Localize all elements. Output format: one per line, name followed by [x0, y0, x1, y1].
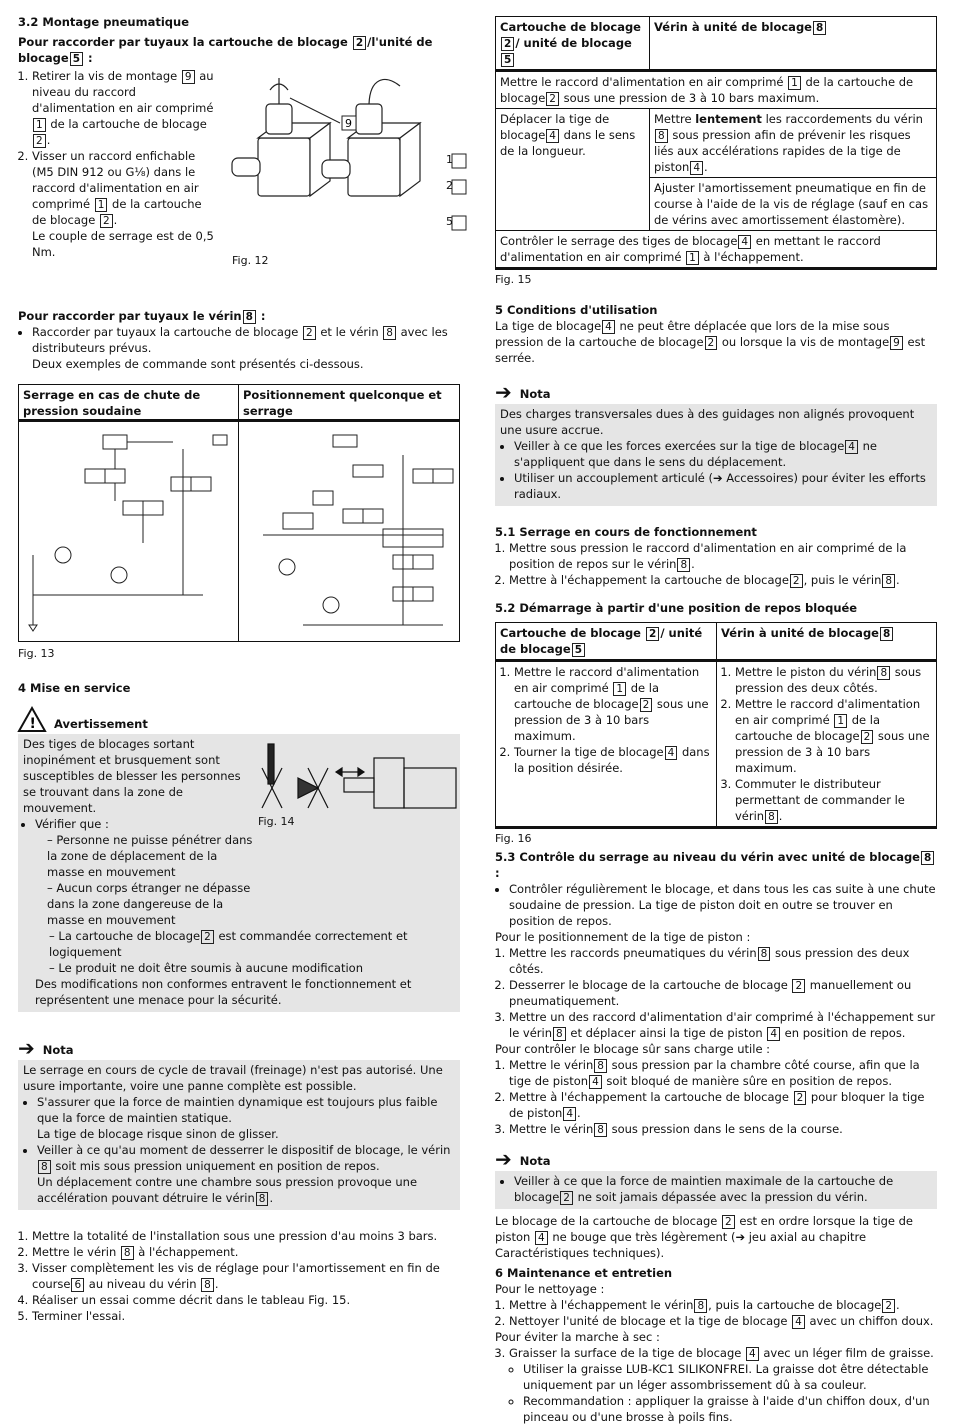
nota-title: Nota	[42, 1043, 74, 1057]
list-item: 2. Desserrer le blocage de la cartouche de blocage 2 manuellement ou pneumatiquement.	[509, 977, 937, 1009]
reference-number: 2	[560, 1191, 573, 1205]
table-cell: Contrôler le serrage des tiges de blocage 4 en mettant le raccord d'alimentation en air comprimé 1 à l'échappement.	[496, 231, 937, 269]
pneumatic-schematic-1	[23, 425, 235, 637]
cleaning-steps	[495, 1297, 937, 1329]
reference-number: 8	[694, 1299, 707, 1313]
reference-number: 8	[758, 947, 771, 961]
label-1: 1	[446, 153, 453, 166]
list-item: • Raccorder par tuyaux la cartouche de blocage 2 et le vérin 8 avec les distributeurs prévus. Deux exemples de commande sont présentés ci-dessous.	[32, 324, 460, 372]
list-item: 3. Commuter le distributeur permettant de commander le vérin 8 .	[735, 776, 932, 824]
reference-number: 2	[353, 36, 366, 50]
list-item: • Veiller à ce que la force de maintien maximale de la cartouche de blocage 2 ne soit jamais dépassée avec la pression du vérin.	[514, 1173, 932, 1205]
reference-number: 2	[303, 326, 316, 340]
reference-number: 4	[589, 1075, 602, 1089]
reference-number: 1	[686, 251, 699, 265]
arrow-right-icon: ➔	[18, 1036, 35, 1060]
list-item: 1. Mettre le vérin 8 sous pression par la chambre côté course, afin que la tige de piston 4 soit bloqué de manière sûre en position de repos.	[509, 1057, 937, 1089]
table-header: Cartouche de blocage 2 / unité de blocage 5	[496, 623, 717, 661]
section-5-3-title: 5.3 Contrôle du serrage au niveau du vérin avec unité de blocage 8 :	[495, 849, 937, 881]
section-5-2-title: 5.2 Démarrage à partir d'une position de repos bloquée	[495, 601, 858, 615]
list-item: 2. Mettre le raccord d'alimentation en air comprimé 1 de la cartouche de blocage 2 sous une pression de 3 à 10 bars maximum.	[735, 696, 932, 776]
diagram-header-1: Serrage en cas de chute de pression soudaine	[23, 388, 201, 418]
cleaning-intro: Pour le nettoyage :	[495, 1282, 605, 1296]
reference-number: 8	[383, 326, 396, 340]
fig13-caption: Fig. 13	[18, 647, 55, 660]
dash-item: – La cartouche de blocage 2 est commandée correctement et logiquement	[49, 929, 408, 959]
raccord-title: Pour raccorder par tuyaux la cartouche de blocage 2 /l'unité de blocage 5 :	[18, 35, 433, 65]
table-cell: Ajuster l'amortissement pneumatique en fin de course à l'aide de la vis de réglage (sauf en cas de vérins avec amortissement élastomère).	[650, 178, 937, 231]
reference-number: 4	[665, 746, 678, 760]
reference-number: 9	[890, 336, 903, 350]
section-5-title: 5 Conditions d'utilisation	[495, 303, 658, 317]
fig12-caption: Fig. 12	[232, 254, 269, 267]
section-5-1-title: 5.1 Serrage en cours de fonctionnement	[495, 525, 757, 539]
reference-number: 1	[788, 76, 801, 90]
reference-number: 1	[33, 118, 46, 132]
list-item: • S'assurer que la force de maintien dynamique est toujours plus faible que la force de maintien statique. La tige de blocage risque sinon de glisser.	[37, 1094, 455, 1142]
reference-number: 4	[563, 1107, 576, 1121]
reference-number: 8	[594, 1123, 607, 1137]
reference-number: 6	[71, 1278, 84, 1292]
list-item: • Veiller à ce qu'au moment de desserrer le dispositif de blocage, le vérin8 soit mis sous pression uniquement en position de repos. Un déplacement contre une chambre sous pression provoque une accélération pouvant détruire le vérin 8 .	[37, 1142, 455, 1206]
list-item: 3. Mettre un des raccord d'alimentation d'air comprimé à l'échappement sur le vérin 8 et déplacer ainsi la tige de piston 4 en position de repos.	[509, 1009, 937, 1041]
label-2: 2	[446, 179, 453, 192]
fig16-caption: Fig. 16	[495, 832, 532, 845]
control-steps	[495, 1057, 937, 1137]
modification-warning: Des modifications non conformes entravent le fonctionnement et représentent une menace pour la sécurité.	[35, 977, 412, 1007]
list-item: 4. Réaliser un essai comme décrit dans le tableau Fig. 15.	[32, 1292, 460, 1308]
list-item: • Vérifier que : – Personne ne puisse pénétrer dans la zone de déplacement de la masse en mouvement – Aucun corps étranger ne dépasse dans la zone dangereuse de la masse en mouvement	[35, 816, 455, 928]
list-item: 1. Mettre le piston du vérin 8 sous pression des deux côtés.	[735, 664, 932, 696]
reference-number: 4	[746, 1347, 759, 1361]
reference-number: 2	[861, 730, 874, 744]
blocking-ok-text: Le blocage de la cartouche de blocage 2 est en ordre lorsque la tige de piston 4 ne bouge que très légèrement (➔ jeu axial au chapitre Caractéristiques techniques).	[495, 1214, 913, 1260]
list-item: 3. Visser complètement les vis de réglage pour l'amortissement en fin de course 6 au niveau du vérin 8 .	[32, 1260, 460, 1292]
table-cell: Mettre lentement les raccordements du vérin8 sous pression afin de prévenir les risques liés aux accélérations rapides de la tige de piston 4 .	[650, 109, 937, 178]
reference-number: 4	[845, 440, 858, 454]
reference-number: 9	[182, 70, 195, 84]
list-item: • Utiliser un accouplement articulé (➔ Accessoires) pour éviter les efforts radiaux.	[514, 470, 932, 502]
fig15-caption: Fig. 15	[495, 273, 532, 286]
list-item: 2. Mettre le vérin 8 à l'échappement.	[32, 1244, 460, 1260]
reference-number: 4	[738, 235, 751, 249]
reference-number: 5	[501, 53, 514, 67]
list-item: 1. Mettre la totalité de l'installation sous une pression d'au moins 3 bars.	[32, 1228, 460, 1244]
table-header: Vérin à unité de blocage 8	[650, 17, 937, 71]
warning-triangle-icon	[18, 706, 46, 732]
reference-number: 2	[790, 574, 803, 588]
list-item: 2. Nettoyer l'unité de blocage et la tige de blocage 4 avec un chiffon doux.	[509, 1313, 937, 1329]
reference-number: 8	[880, 627, 893, 641]
list-item: 1. Mettre à l'échappement le vérin 8 , puis la cartouche de blocage 2 .	[509, 1297, 937, 1313]
table-header: Vérin à unité de blocage 8	[717, 623, 937, 661]
grease-steps	[495, 1345, 937, 1425]
section-5-1-steps	[495, 540, 937, 588]
reference-number: 2	[794, 1091, 807, 1105]
fig14-drawing	[258, 738, 458, 818]
arrow-right-icon: ➔	[495, 380, 512, 404]
fig14-caption: Fig. 14	[258, 815, 295, 828]
verin-title: Pour raccorder par tuyaux le vérin 8 :	[18, 309, 266, 323]
reference-number: 2	[546, 92, 559, 106]
table-cell: Déplacer la tige de blocage 4 dans le sens de la longueur.	[496, 109, 650, 231]
fig16-table	[495, 622, 937, 829]
list-item: 2. Tourner la tige de blocage 4 dans la position désirée.	[514, 744, 712, 776]
fig12-drawing	[230, 68, 462, 228]
list-item: 1. Mettre sous pression le raccord d'alimentation en air comprimé de la position de repos sur le vérin 8 .	[509, 540, 937, 572]
label-5: 5	[446, 215, 453, 228]
reference-number: 8	[256, 1192, 269, 1206]
section-4-title: 4 Mise en service	[18, 681, 131, 695]
reference-number: 8	[813, 21, 826, 35]
reference-number: 5	[572, 643, 585, 657]
reference-number: 4	[602, 320, 615, 334]
nota-title: Nota	[519, 387, 551, 401]
dash-item: – Personne ne puisse pénétrer dans la zone de déplacement de la masse en mouvement	[47, 833, 253, 879]
positioning-steps	[495, 945, 937, 1041]
fig15-table	[495, 16, 937, 270]
section-5-text: La tige de blocage 4 ne peut être déplacée que lors de la mise sous pression de la cartouche de blocage 2 ou lorsque la vis de montage 9 est serrée.	[495, 319, 926, 365]
list-item: 3. Graisser la surface de la tige de blocage 4 avec un léger film de graisse. ◦ Utiliser la graisse LUB-KC1 SILIKONFREI. La graisse dot être détectable uniquement par un léger assombrissement dû à sa couleur. ◦ Recommandation : appliquer la graisse à l'aide d'un chiffon doux, d'un pinceau ou d'une brosse à poils fins.	[509, 1345, 937, 1425]
mount-steps	[18, 68, 218, 260]
reference-number: 8	[243, 310, 256, 324]
reference-number: 8	[655, 129, 668, 143]
dash-item: – Le produit ne doit être soumis à aucune modification	[49, 961, 364, 975]
list-item: ◦ Utiliser la graisse LUB-KC1 SILIKONFREI. La graisse dot être détectable uniquement par un léger assombrissement dû à sa couleur.	[523, 1361, 937, 1393]
reference-number: 2	[882, 1299, 895, 1313]
positioning-intro: Pour le positionnement de la tige de piston :	[495, 930, 751, 944]
reference-number: 8	[594, 1059, 607, 1073]
table-cell: Mettre le raccord d'alimentation en air comprimé 1 de la cartouche de blocage 2 sous une pression de 3 à 10 bars maximum.	[496, 71, 937, 109]
nota-text: Le serrage en cours de cycle de travail (freinage) n'est pas autorisé. Une usure importante, voire une panne complète est possible.	[23, 1063, 443, 1093]
reference-number: 8	[38, 1160, 51, 1174]
arrow-right-icon: ➔	[495, 1147, 512, 1171]
reference-number: 5	[70, 52, 83, 66]
list-item: • Veiller à ce que les forces exercées sur la tige de blocage 4 ne s'appliquent que dans le sens du déplacement.	[514, 438, 932, 470]
reference-number: 4	[767, 1027, 780, 1041]
reference-number: 4	[535, 1231, 548, 1245]
reference-number: 2	[100, 214, 113, 228]
list-item: ◦ Recommandation : appliquer la graisse à l'aide d'un chiffon doux, d'un pinceau ou d'une brosse à poils fins.	[523, 1393, 937, 1425]
table-cell	[496, 661, 717, 828]
reference-number: 8	[677, 558, 690, 572]
list-item: 2. Visser un raccord enfichable (M5 DIN 912 ou G⅛) dans le raccord d'alimentation en air comprimé 1 de la cartouche de blocage 2 . Le couple de serrage est de 0,5 Nm.	[32, 148, 218, 260]
list-item: 2. Mettre à l'échappement la cartouche de blocage 2 , puis le vérin 8 .	[509, 572, 937, 588]
reference-number: 8	[921, 851, 934, 865]
section-6-title: 6 Maintenance et entretien	[495, 1266, 673, 1280]
table-cell	[717, 661, 937, 828]
fig13-diagrams	[18, 384, 460, 642]
reference-number: 2	[646, 627, 659, 641]
label-9: 9	[345, 117, 352, 130]
reference-number: 2	[501, 37, 514, 51]
table-header: Cartouche de blocage 2 / unité de blocage5	[496, 17, 650, 71]
right-column	[495, 16, 937, 1425]
list-item: 5. Terminer l'essai.	[32, 1308, 460, 1324]
nota-header	[495, 1143, 937, 1169]
reference-number: 8	[765, 810, 778, 824]
reference-number: 8	[201, 1278, 214, 1292]
diagram-header-2: Positionnement quelconque et serrage	[243, 388, 442, 418]
warning-text: Des tiges de blocages sortant inopinément et brusquement sont susceptibles de blesser les personnes se trouvant dans la zone de mouvement.	[23, 737, 241, 815]
verin-list	[18, 324, 460, 372]
reference-number: 2	[640, 698, 653, 712]
reference-number: 4	[690, 161, 703, 175]
reference-number: 8	[121, 1246, 134, 1260]
list-item: 3. Mettre le vérin 8 sous pression dans le sens de la course.	[509, 1121, 937, 1137]
nota-box	[495, 1171, 937, 1209]
reference-number: 1	[95, 198, 108, 212]
list-item: 1. Mettre le raccord d'alimentation en air comprimé 1 de la cartouche de blocage 2 sous une pression de 3 à 10 bars maximum.	[514, 664, 712, 744]
list-item: 1. Mettre les raccords pneumatiques du vérin 8 sous pression des deux côtés.	[509, 945, 937, 977]
reference-number: 2	[33, 134, 46, 148]
nota-header	[495, 376, 937, 402]
list-item: 2. Mettre à l'échappement la cartouche de blocage 2 pour bloquer la tige de piston 4 .	[509, 1089, 937, 1121]
dash-item: – Aucun corps étranger ne dépasse dans la zone dangereuse de la masse en mouvement	[47, 881, 251, 927]
list-item: 1. Retirer la vis de montage 9 au niveau du raccord d'alimentation en air comprimé 1 de la cartouche de blocage 2 .	[32, 68, 218, 148]
nota-text: Des charges transversales dues à des guidages non alignés provoquent une usure accrue.	[500, 407, 915, 437]
nota-title: Nota	[519, 1154, 551, 1168]
nota-box	[18, 1060, 460, 1210]
reference-number: 2	[792, 979, 805, 993]
warning-title: Avertissement	[54, 717, 148, 731]
reference-number: 4	[546, 129, 559, 143]
reference-number: 2	[705, 336, 718, 350]
left-column	[18, 14, 460, 1324]
warning-box	[18, 734, 460, 1012]
svg-text:!: !	[29, 716, 36, 732]
pneumatic-schematic-2	[243, 425, 455, 637]
reference-number: 1	[834, 714, 847, 728]
dry-run-intro: Pour éviter la marche à sec :	[495, 1330, 660, 1344]
nota-box	[495, 404, 937, 506]
reference-number: 1	[613, 682, 626, 696]
list-item: • Contrôler régulièrement le blocage, et dans tous les cas suite à une chute soudaine de pression. La tige de piston doit en outre se trouver en position de repos.	[509, 881, 937, 929]
reference-number: 4	[792, 1315, 805, 1329]
nota-header	[18, 1030, 460, 1058]
warning-header	[18, 702, 460, 732]
reference-number: 8	[553, 1027, 566, 1041]
commissioning-steps	[18, 1228, 460, 1324]
control-intro: Pour contrôler le blocage sûr sans charge utile :	[495, 1042, 771, 1056]
reference-number: 8	[882, 574, 895, 588]
reference-number: 2	[722, 1215, 735, 1229]
reference-number: 8	[877, 666, 890, 680]
reference-number: 2	[201, 930, 214, 944]
section-3-2-title: 3.2 Montage pneumatique	[18, 15, 190, 29]
